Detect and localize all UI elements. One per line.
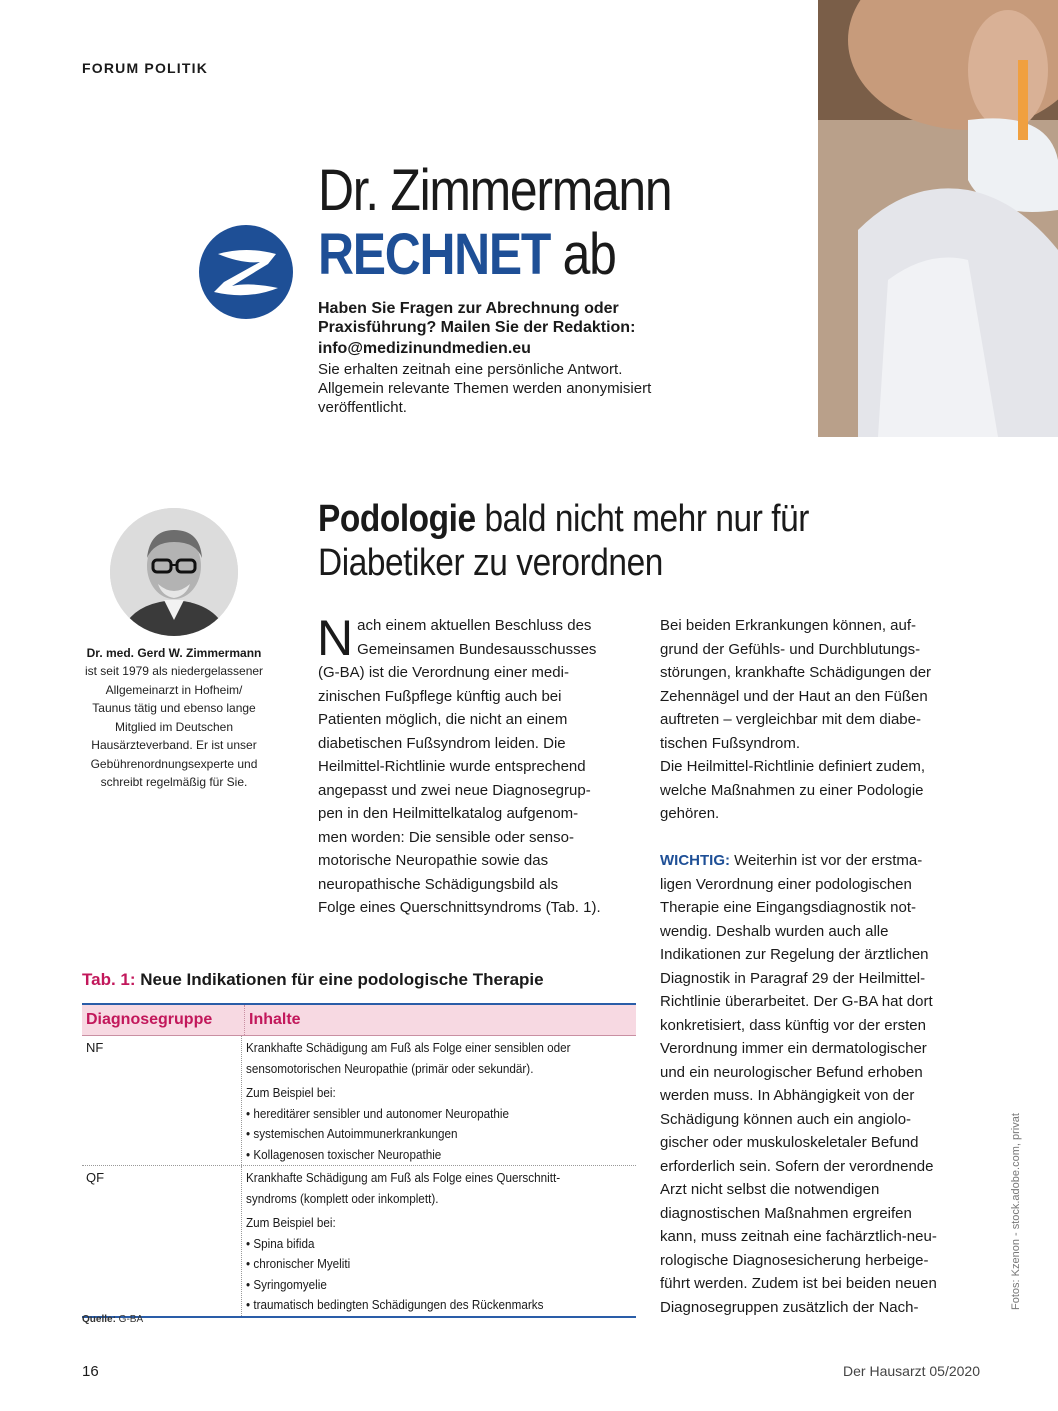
headline-bold: Podologie [318, 498, 476, 540]
headline-line2: Diabetiker zu verordnen [318, 542, 663, 584]
text-line: ach einem aktuellen Beschluss des [357, 617, 592, 634]
table-title [82, 970, 544, 990]
text-line: motorische Neuropathie sowie das [318, 852, 549, 869]
bio-line: Hausärzteverband. Er ist unser [91, 738, 257, 752]
page-number: 16 [82, 1363, 99, 1380]
source-value: G-BA [115, 1314, 144, 1325]
text-line: Indikationen zur Regelung der ärztlichen [660, 946, 929, 963]
table-row [82, 1036, 636, 1165]
drop-cap: N [317, 610, 354, 666]
photo-illustration [818, 0, 1058, 437]
reply-line: Allgemein relevante Themen werden anonymisiert [318, 380, 652, 397]
text-line: Diagnostik in Paragraf 29 der Heilmittel- [660, 969, 926, 987]
author-name: Dr. med. Gerd W. Zimmermann [86, 646, 262, 660]
text-line: gischer oder muskuloskeletaler Befund [660, 1134, 919, 1151]
article-column-1 [317, 610, 636, 920]
text-line: pen in den Heilmittelkatalog aufgenom- [318, 805, 579, 822]
text-line: zinischen Fußpflege künftig auch bei [318, 687, 562, 705]
text-line: diagnostischen Maßnahmen ergreifen [660, 1204, 912, 1222]
column-title-line2 [318, 222, 616, 287]
cell-line: Krankhafte Schädigung am Fuß als Folge einer sensiblen oder [246, 1040, 571, 1055]
zimmermann-logo [198, 224, 294, 320]
bio-line: Allgemeinarzt in Hofheim/ [105, 682, 243, 697]
headline-rest: bald nicht mehr nur für [475, 498, 809, 540]
text-line: Bei beiden Erkrankungen können, auf- [660, 617, 917, 634]
text-line: neuropathische Schädigungsbild als [318, 875, 559, 893]
bullet-item: • chronischer Myeliti [246, 1256, 351, 1271]
column-header: Diagnosegruppe [82, 1005, 245, 1035]
author-bio [72, 662, 276, 792]
reply-line: Sie erhalten zeitnah eine persönliche Antwort. [318, 361, 623, 378]
text-line: störungen, krankhafte Schädigungen der [660, 664, 932, 681]
text-line: Heilmittel-Richtlinie wurde entsprechend [318, 758, 586, 775]
ask-line: Praxisführung? Mailen Sie der Redaktion: [318, 319, 636, 336]
bio-line: schreibt regelmäßig für Sie. [100, 775, 248, 789]
photo-credit: Fotos: Kzenon - stock.adobe.com, privat [1010, 1113, 1022, 1310]
text-line: Diagnosegruppen zusätzlich der Nach- [660, 1298, 919, 1316]
text-line: führt werden. Zudem ist bei beiden neuen [660, 1275, 937, 1292]
text-line: gehören. [660, 805, 720, 822]
text-line: erforderlich sein. Sofern der verordnende [660, 1157, 934, 1175]
text-line: Zehennägel und der Haut an den Füßen [660, 687, 928, 705]
bio-line: Gebührenordnungsexperte und [90, 756, 258, 771]
cell-group: NF [82, 1036, 242, 1165]
cell-line: Zum Beispiel bei: [246, 1215, 336, 1230]
text-fragment: Weiterhin ist vor der erstma- [729, 852, 923, 869]
table-row [82, 1165, 636, 1316]
reply-line: veröffentlicht. [318, 399, 407, 416]
table-number: Tab. 1: [82, 970, 136, 989]
reply-note [318, 360, 738, 417]
text-line: Die Heilmittel-Richtlinie definiert zudem, [660, 758, 926, 775]
text-line: konkretisiert, dass künftig vor der ersten [660, 1016, 926, 1034]
bio-line: Taunus tätig und ebenso lange [92, 701, 256, 715]
text-line: rologische Diagnosesicherung herbeige- [660, 1251, 929, 1269]
text-line: men worden: Die sensible oder senso- [318, 828, 574, 846]
text-line: tischen Fußsyndrom. [660, 734, 801, 752]
table-title-text: Neue Indikationen für eine podologische Therapie [135, 970, 544, 989]
wichtig-label: WICHTIG: [660, 852, 730, 869]
text-line: Richtlinie überarbeitet. Der G-BA hat dort [660, 993, 933, 1010]
table-header [82, 1005, 636, 1036]
column-header: Inhalte [249, 1011, 301, 1028]
bullet-item: • Syringomyelie [246, 1276, 327, 1292]
text-line: werden muss. In Abhängigkeit von der [660, 1087, 915, 1104]
cell-group: QF [82, 1166, 242, 1316]
text-line: ligen Verordnung einer podologischen [660, 875, 912, 893]
header-photo [818, 0, 1058, 437]
text-line: angepasst und zwei neue Diagnosegrup- [318, 781, 591, 799]
cell-line: syndroms (komplett oder inkomplett). [246, 1190, 439, 1206]
title-light: ab [562, 222, 616, 287]
title-strong: RECHNET [318, 222, 551, 287]
journal-issue: Der Hausarzt 05/2020 [843, 1363, 980, 1379]
text-line: wendig. Deshalb wurden auch alle [660, 922, 889, 940]
text-line: welche Maßnahmen zu einer Podologie [660, 781, 924, 799]
text-line: (G-BA) ist die Verordnung einer medi- [318, 664, 569, 681]
text-line: Therapie eine Eingangsdiagnostik not- [660, 899, 917, 916]
article-headline [318, 497, 809, 585]
cell-content [242, 1036, 636, 1165]
bullet-item: • Kollagenosen toxischer Neuropathie [246, 1146, 442, 1162]
source-label: Quelle: [82, 1314, 116, 1325]
contact-email[interactable]: info@medizinundmedien.eu [318, 340, 531, 357]
column-title: Dr. Zimmermann [318, 158, 672, 223]
text-line: Gemeinsamen Bundesausschusses [357, 640, 597, 658]
bio-line: Mitglied im Deutschen [114, 719, 234, 734]
cell-line: Zum Beispiel bei: [246, 1085, 336, 1100]
text-line: auftreten – vergleichbar mit dem diabe- [660, 711, 921, 728]
cell-line: sensomotorischen Neuropathie (primär oder sekundär). [246, 1060, 534, 1076]
text-line: Schädigung können auch ein angiolo- [660, 1110, 912, 1128]
text-line: diabetischen Fußsyndrom leiden. Die [318, 734, 566, 752]
question-prompt [318, 299, 718, 337]
bullet-item: • hereditärer sensibler und autonomer Neuropathie [246, 1105, 509, 1121]
text-line: kann, muss zeitnah eine fachärztlich-neu- [660, 1228, 937, 1245]
bio-line: ist seit 1979 als niedergelassener [84, 664, 264, 678]
section-label: FORUM POLITIK [82, 60, 209, 76]
text-line: Patienten möglich, die nicht an einem [318, 711, 568, 728]
cell-line: Krankhafte Schädigung am Fuß als Folge eines Querschnitt- [246, 1170, 561, 1185]
bullet-item: • Spina bifida [246, 1235, 315, 1251]
text-line: und ein neurologischer Befund erhoben [660, 1063, 923, 1081]
text-line: Verordnung immer ein dermatologischer [660, 1040, 927, 1057]
cell-content [242, 1166, 636, 1316]
article-column-2 [660, 614, 978, 1319]
text-line: grund der Gefühls- und Durchblutungs- [660, 640, 921, 658]
text-line: Folge eines Querschnittsyndroms (Tab. 1). [318, 899, 601, 916]
ask-line: Haben Sie Fragen zur Abrechnung oder [318, 300, 619, 317]
indications-table [82, 1003, 636, 1318]
wichtig-line [660, 849, 978, 873]
bullet-item: • traumatisch bedingten Schädigungen des Rückenmarks [246, 1297, 544, 1312]
text-line: Arzt nicht selbst die notwendigen [660, 1181, 880, 1198]
bullet-item: • systemischen Autoimmunerkrankungen [246, 1126, 458, 1141]
table-source [82, 1314, 143, 1325]
author-portrait [110, 508, 238, 636]
